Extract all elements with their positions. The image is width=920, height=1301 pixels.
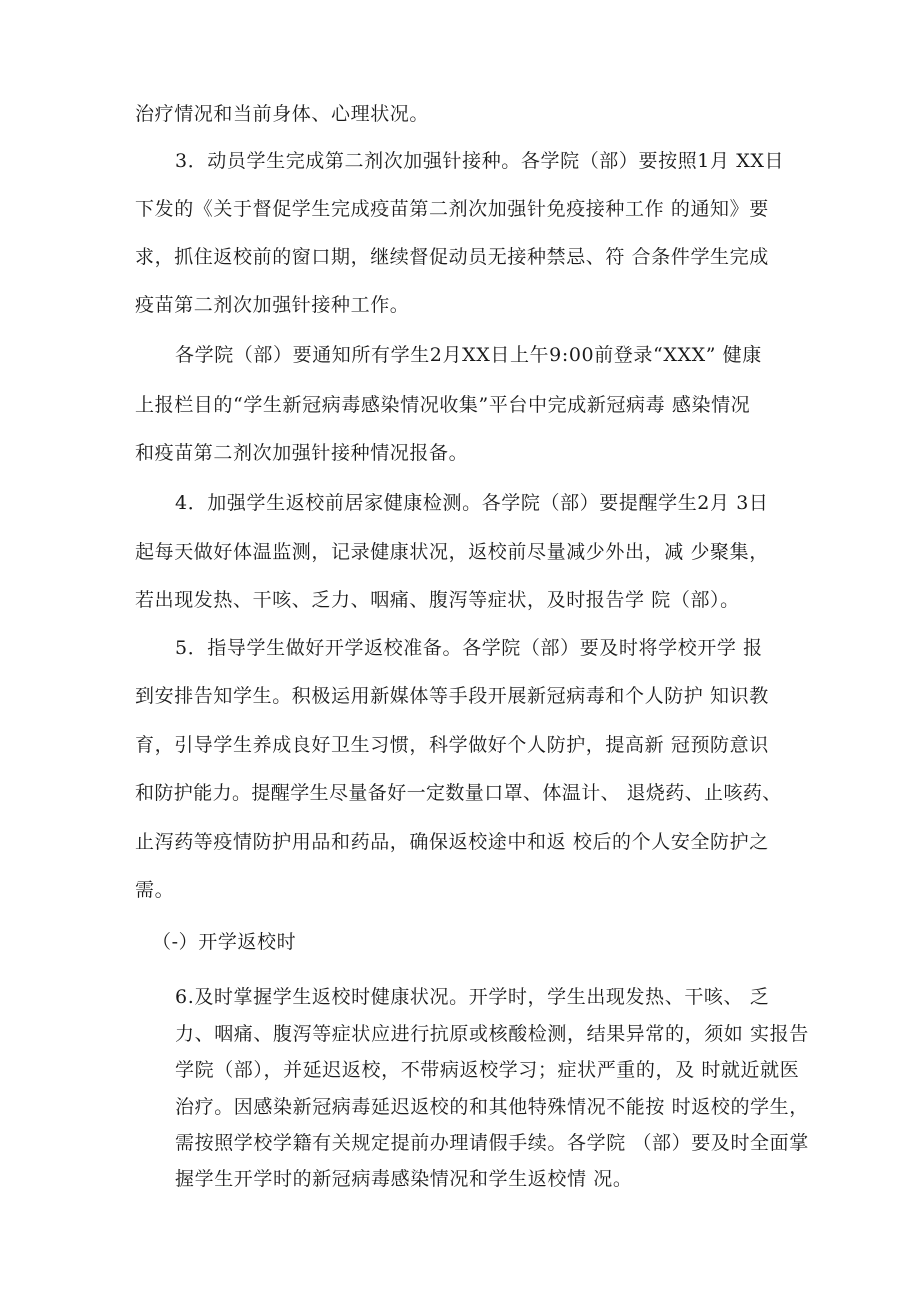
- text-line: 3．动员学生完成第二剂次加强针接种。各学院（部）要按照1月 XX日: [175, 150, 785, 172]
- text-line: 若出现发热、干咳、乏力、咽痛、腹泻等症状，及时报告学 院（部）。: [135, 589, 740, 611]
- text-line: 治疗。因感染新冠病毒延迟返校的和其他特殊情况不能按 时返校的学生，: [175, 1096, 809, 1118]
- text-line: 各学院（部）要通知所有学生2月XX日上午9:00前登录“XXX” 健康: [175, 344, 762, 366]
- text-line: 上报栏目的“学生新冠病毒感染情况收集”平台中完成新冠病毒 感染情况: [135, 394, 751, 416]
- text-line: 和疫苗第二剂次加强针接种情况报备。: [135, 442, 469, 464]
- text-line: 6.及时掌握学生返校时健康状况。开学时，学生出现发热、干咳、 乏: [175, 986, 770, 1008]
- text-line: 5．指导学生做好开学返校准备。各学院（部）要及时将学校开学 报: [175, 637, 763, 659]
- text-line: 需按照学校学籍有关规定提前办理请假手续。各学院 （部）要及时全面掌: [175, 1132, 809, 1154]
- text-line: 止泻药等疫情防护用品和药品，确保返校途中和返 校后的个人安全防护之: [135, 831, 769, 853]
- text-line: 握学生开学时的新冠病毒感染情况和学生返校情 况。: [175, 1168, 633, 1190]
- text-line: 求，抓住返校前的窗口期，继续督促动员无接种禁忌、符 合条件学生完成: [135, 246, 769, 268]
- text-line: 起每天做好体温监测，记录健康状况，返校前尽量减少外出，减 少聚集，: [135, 541, 769, 563]
- text-line: 下发的《关于督促学生完成疫苗第二剂次加强针免疫接种工作 的通知》要: [135, 198, 769, 220]
- text-line: 和防护能力。提醒学生尽量备好一定数量口罩、体温计、 退烧药、止咳药、: [135, 782, 782, 804]
- text-line: 学院（部），并延迟返校，不带病返校学习；症状严重的，及 时就近就医: [175, 1059, 800, 1081]
- text-line: 疫苗第二剂次加强针接种工作。: [135, 294, 410, 316]
- text-line: 到安排告知学生。积极运用新媒体等手段开展新冠病毒和个人防护 知识教: [135, 685, 769, 707]
- section-heading: （-）开学返校时: [152, 931, 297, 953]
- text-line: 需。: [135, 879, 175, 901]
- text-line: 力、咽痛、腹泻等症状应进行抗原或核酸检测，结果异常的，须如 实报告: [175, 1023, 809, 1045]
- text-line: 治疗情况和当前身体、心理状况。: [135, 103, 430, 125]
- text-line: 育，引导学生养成良好卫生习惯，科学做好个人防护，提高新 冠预防意识: [135, 734, 769, 756]
- text-line: 4．加强学生返校前居家健康检测。各学院（部）要提醒学生2月 3日: [175, 492, 769, 514]
